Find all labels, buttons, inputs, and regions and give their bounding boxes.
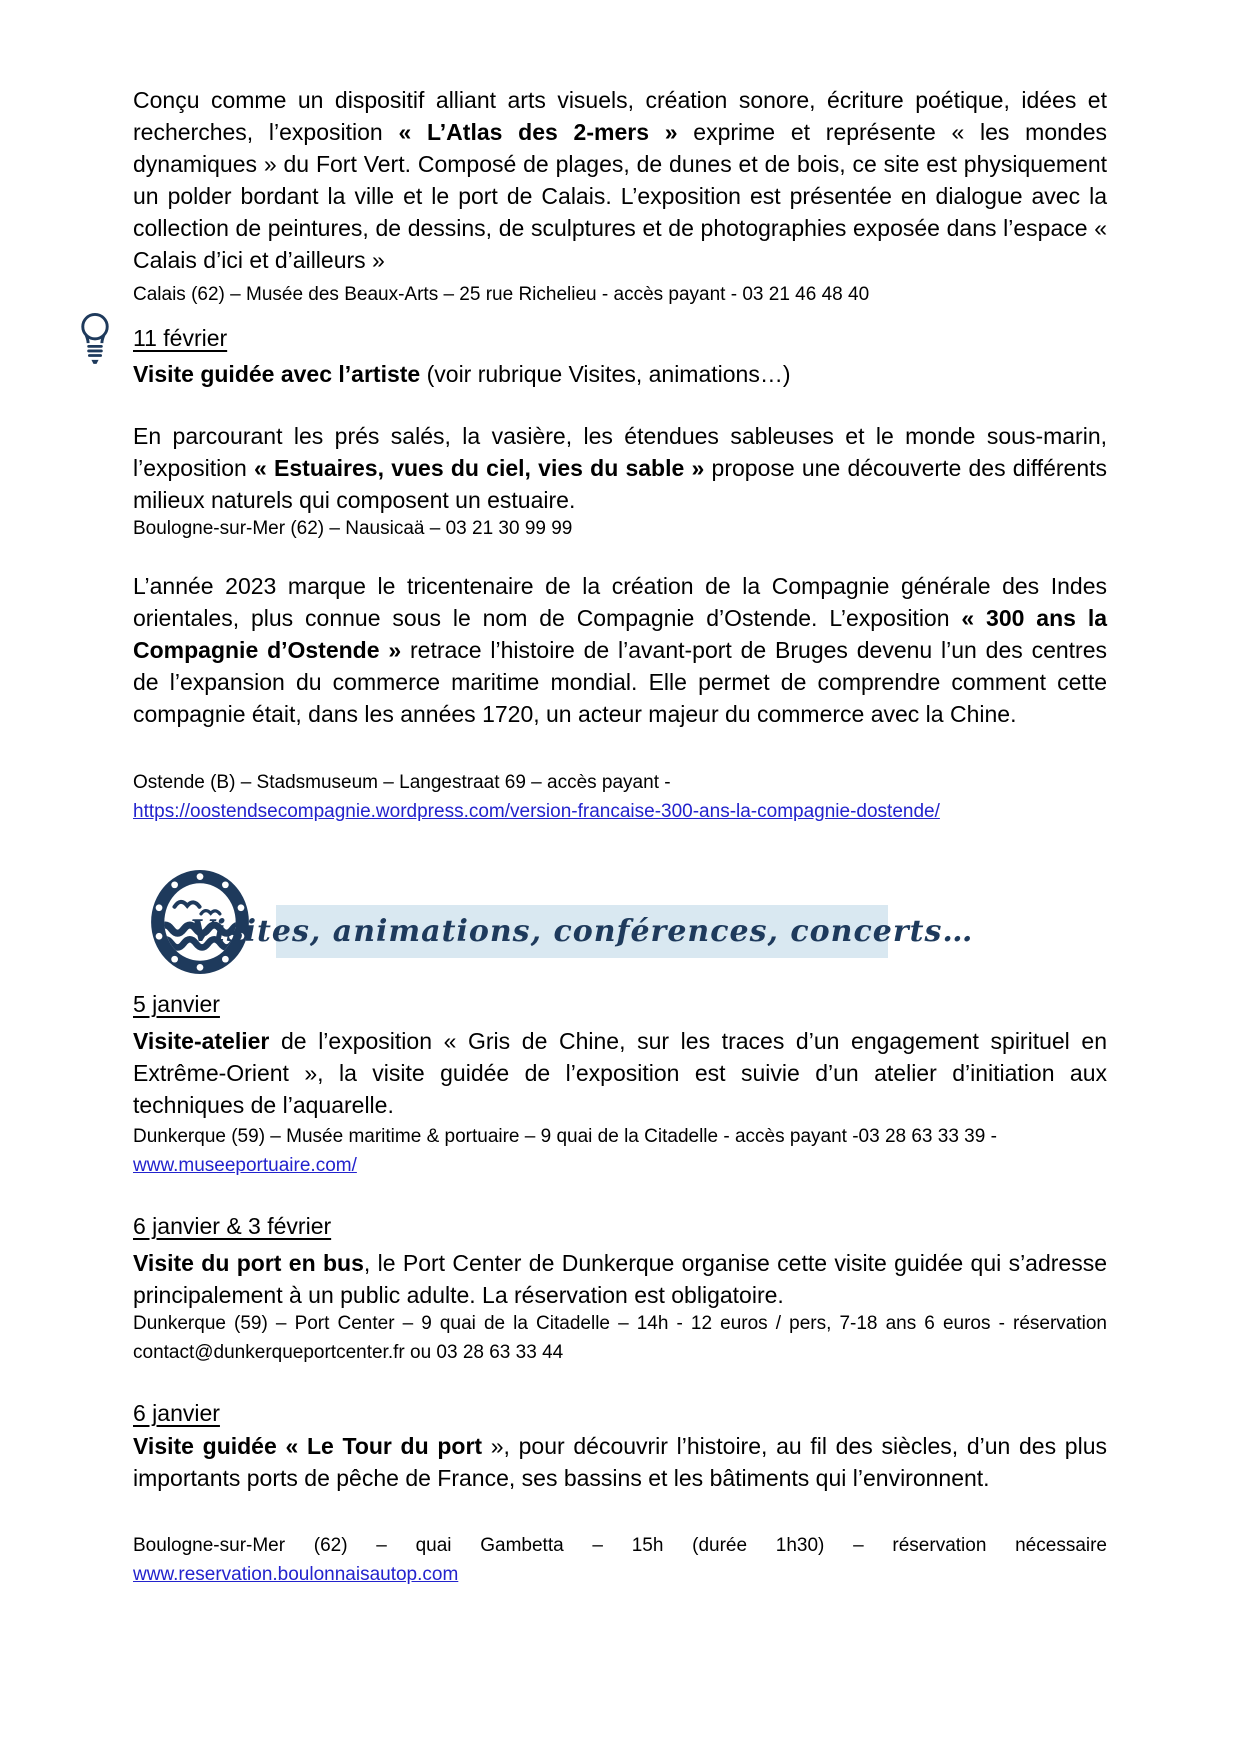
date-heading-11-fevrier: 11 février bbox=[133, 325, 228, 351]
link-line-museeportuaire bbox=[133, 1151, 1107, 1180]
link-oostendsecompagnie[interactable]: https://oostendsecompagnie.wordpress.com/version-francaise-300-ans-la-compagnie-dostende/ bbox=[133, 801, 940, 822]
note-boulogne-quai-gambetta: Boulogne-sur-Mer (62) – quai Gambetta – 15h (durée 1h30) – réservation nécessaire bbox=[133, 1535, 1107, 1556]
note-dunkerque-port-center: Dunkerque (59) – Port Center – 9 quai de la Citadelle – 14h - 12 euros / pers, 7-18 ans 6 euros - réservation contact@dunkerqueportcenter.fr ou 03 28 63 33 44 bbox=[133, 1313, 1107, 1363]
paragraph-visite-artiste: Visite guidée avec l’artiste (voir rubrique Visites, animations…) bbox=[133, 361, 791, 387]
paragraph-atlas-2-mers: Conçu comme un dispositif alliant arts visuels, création sonore, écriture poétique, idées et recherches, l’exposition « L’Atlas des 2-mers » exprime et représente « les mondes dynamiques » du Fort Vert. Composé de plages, de dunes et de bois, ce site est physiquement un polder bordant la ville et le port de Calais. L’exposition est présentée en dialogue avec la collection de peintures, de dessins, de sculptures et de photographies exposée dans l’espace « Calais d’ici et d’ailleurs » bbox=[133, 87, 1108, 273]
date-heading-5-janvier: 5 janvier bbox=[133, 991, 220, 1017]
note-dunkerque-musee-maritime: Dunkerque (59) – Musée maritime & portuaire – 9 quai de la Citadelle - accès payant -03 28 63 33 39 - bbox=[133, 1126, 997, 1147]
paragraph-gris-de-chine: Visite-atelier de l’exposition « Gris de Chine, sur les traces d’un engagement spirituel en Extrême-Orient », la visite guidée de l’exposition est suivie d’un atelier d’initiation aux techniques de l’aquarelle. bbox=[133, 1028, 1107, 1118]
note-calais-musee: Calais (62) – Musée des Beaux-Arts – 25 rue Richelieu - accès payant - 03 21 46 48 40 bbox=[133, 284, 870, 305]
link-reservation-boulonnaisautop[interactable]: www.reservation.boulonnaisautop.com bbox=[133, 1564, 459, 1585]
link-line-ostende bbox=[133, 797, 1107, 826]
note-ostende-stadsmuseum: Ostende (B) – Stadsmuseum – Langestraat 69 – accès payant - bbox=[133, 772, 671, 793]
date-heading-6-janvier: 6 janvier bbox=[133, 1400, 220, 1426]
note-boulogne-nausicaa: Boulogne-sur-Mer (62) – Nausicaä – 03 21 30 99 99 bbox=[133, 518, 573, 539]
link-museeportuaire[interactable]: www.museeportuaire.com/ bbox=[133, 1155, 357, 1176]
date-heading-6-janvier-3-fevrier: 6 janvier & 3 février bbox=[133, 1213, 332, 1239]
lightbulb-icon bbox=[78, 312, 112, 368]
section-title: Visites, animations, conférences, concerts… bbox=[190, 914, 974, 949]
link-line-boulonnais bbox=[133, 1560, 1107, 1589]
paragraph-port-en-bus: Visite du port en bus, le Port Center de Dunkerque organise cette visite guidée qui s’adresse principalement à un public adulte. La réservation est obligatoire. bbox=[133, 1250, 1108, 1308]
paragraph-tour-du-port: Visite guidée « Le Tour du port », pour découvrir l’histoire, au fil des siècles, d’un des plus importants ports de pêche de France, ses bassins et les bâtiments qui l’environnent. bbox=[133, 1433, 1107, 1491]
section-banner-visites bbox=[190, 905, 974, 958]
paragraph-estuaires: En parcourant les prés salés, la vasière, les étendues sableuses et le monde sous-marin, l’exposition « Estuaires, vues du ciel, vies du sable » propose une découverte des différents milieux naturels qui composent un estuaire. bbox=[133, 423, 1107, 513]
paragraph-300-ans-ostende: L’année 2023 marque le tricentenaire de la création de la Compagnie générale des Indes orientales, plus connue sous le nom de Compagnie d’Ostende. L’exposition « 300 ans la Compagnie d’Ostende » retrace l’histoire de l’avant-port de Bruges devenu l’un des centres de l’expansion du commerce maritime mondial. Elle permet de comprendre comment cette compagnie était, dans les années 1720, un acteur majeur du commerce avec la Chine. bbox=[133, 573, 1108, 727]
